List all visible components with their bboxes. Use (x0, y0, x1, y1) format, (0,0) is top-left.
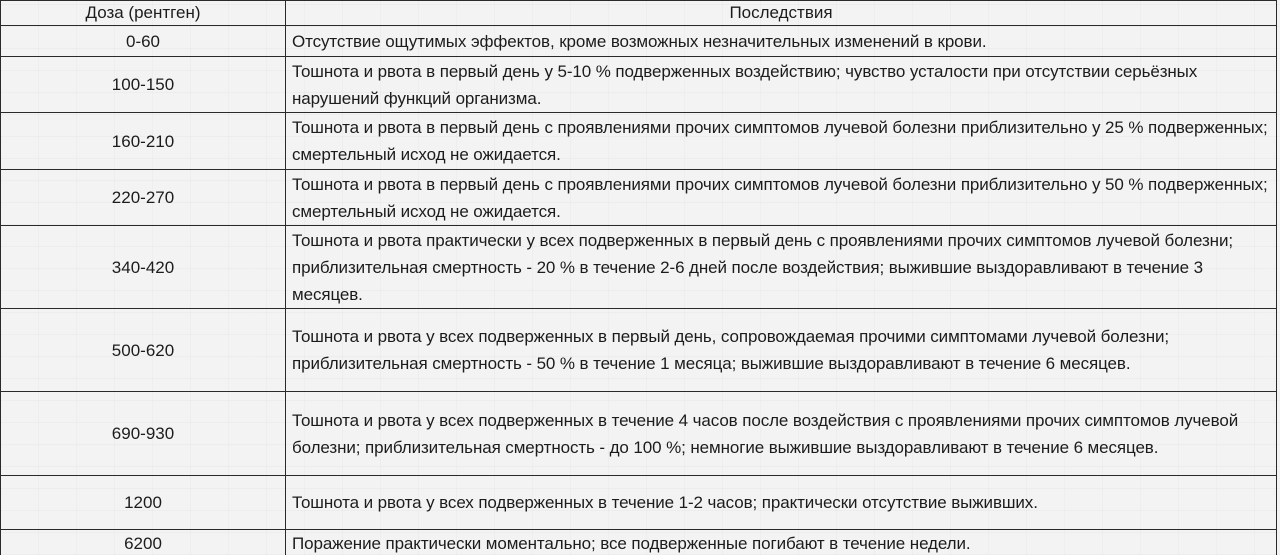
dose-cell: 340-420 (1, 226, 286, 309)
effect-cell: Тошнота и рвота в первый день у 5-10 % подверженных воздействию; чувство усталости при отсутствии серьёзных нарушений функций организма. (286, 57, 1277, 113)
effect-cell: Тошнота и рвота в первый день с проявлениями прочих симптомов лучевой болезни приблизительно у 50 % подверженных; смертельный исход не ожидается. (286, 170, 1277, 226)
dose-cell: 500-620 (1, 309, 286, 392)
dose-cell: 0-60 (1, 26, 286, 57)
table-row (1, 392, 1277, 476)
dose-cell: 100-150 (1, 57, 286, 113)
dose-cell: 220-270 (1, 170, 286, 226)
table-row (1, 309, 1277, 392)
table-row (1, 170, 1277, 226)
effect-cell: Тошнота и рвота у всех подверженных в течение 1-2 часов; практически отсутствие выживших. (286, 476, 1277, 530)
table-row (1, 113, 1277, 170)
table-header-row (1, 1, 1277, 26)
effect-cell: Тошнота и рвота практически у всех подверженных в первый день с проявлениями прочих симптомов лучевой болезни; приблизительная смертность - 20 % в течение 2-6 дней после воздействия; выжившие выздоравливают в течение 3 месяцев. (286, 226, 1277, 309)
table-row (1, 26, 1277, 57)
table-row (1, 226, 1277, 309)
table-row (1, 57, 1277, 113)
effect-cell: Тошнота и рвота в первый день с проявлениями прочих симптомов лучевой болезни приблизительно у 25 % подверженных; смертельный исход не ожидается. (286, 113, 1277, 170)
dose-cell: 160-210 (1, 113, 286, 170)
dose-cell: 690-930 (1, 392, 286, 476)
dose-cell: 6200 (1, 530, 286, 555)
dose-cell: 1200 (1, 476, 286, 530)
effect-cell: Отсутствие ощутимых эффектов, кроме возможных незначительных изменений в крови. (286, 26, 1277, 57)
table-row (1, 476, 1277, 530)
table-row (1, 530, 1277, 555)
effect-cell: Поражение практически моментально; все подверженные погибают в течение недели. (286, 530, 1277, 555)
header-effect: Последствия (286, 1, 1277, 26)
header-dose: Доза (рентген) (1, 1, 286, 26)
effect-cell: Тошнота и рвота у всех подверженных в первый день, сопровождаемая прочими симптомами лучевой болезни; приблизительная смертность - 50 % в течение 1 месяца; выжившие выздоравливают в течение 6 месяцев. (286, 309, 1277, 392)
effect-cell: Тошнота и рвота у всех подверженных в течение 4 часов после воздействия с проявлениями прочих симптомов лучевой болезни; приблизительная смертность - до 100 %; немногие выжившие выздоравливают в течение 6 месяцев. (286, 392, 1277, 476)
